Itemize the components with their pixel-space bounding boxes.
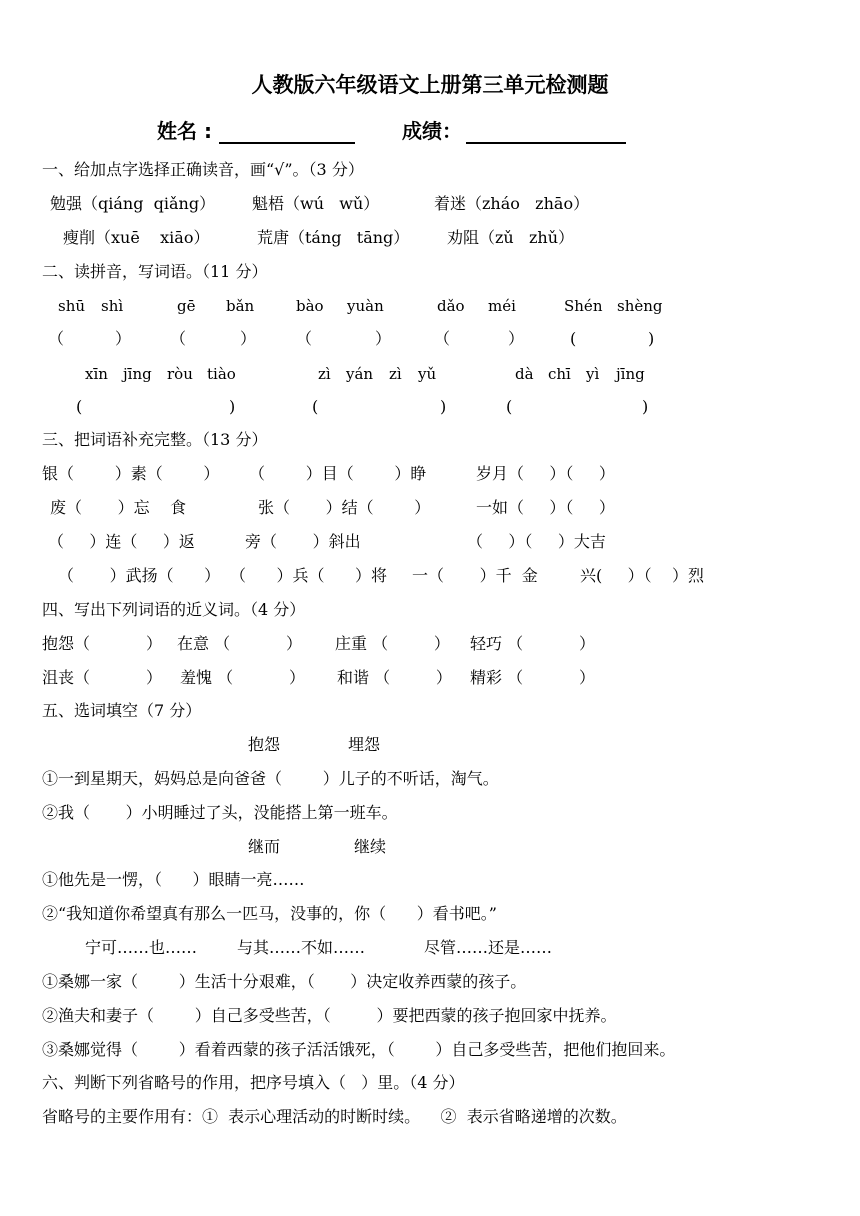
answer-paren-close: ） <box>240 329 257 348</box>
pinyin: Shén <box>564 297 603 315</box>
idiom-blank: （ ）连（ ）返 <box>48 532 195 551</box>
idiom-blank: 废（ ）忘 食 <box>50 498 186 517</box>
answer-paren-open: ( <box>506 397 513 416</box>
name-label: 姓名 : <box>157 119 212 143</box>
s1-item: 魁梧（wú wǔ） <box>252 194 380 213</box>
answer-paren-close: ) <box>229 397 236 416</box>
pinyin: chī <box>548 365 571 383</box>
synonym-item: 在意 （ ） <box>177 634 303 653</box>
answer-paren-close: ） <box>508 329 525 348</box>
pinyin: jīng <box>616 365 645 383</box>
pinyin: yán <box>346 365 374 383</box>
synonym-item: 庄重 （ ） <box>335 634 450 653</box>
fill-question: ①他先是一愣，（ ）眼睛一亮…… <box>42 870 305 889</box>
word-choice: 抱怨 <box>248 735 281 754</box>
section-1-heading: 一、给加点字选择正确读音，画“√”。（3 分） <box>42 160 364 179</box>
idiom-blank: （ ）兵（ ）将 <box>230 566 388 585</box>
pinyin: shèng <box>617 297 663 315</box>
s1-item: 劝阻（zǔ zhǔ） <box>447 228 575 247</box>
synonym-item: 精彩 （ ） <box>470 668 596 687</box>
pinyin: dà <box>515 365 534 383</box>
pinyin: shì <box>101 297 124 315</box>
synonym-item: 沮丧（ ） <box>42 668 162 687</box>
idiom-blank: 兴( ）（ ）烈 <box>580 566 705 585</box>
s1-item: 荒唐（táng tāng） <box>257 228 410 247</box>
word-choice: 继而 <box>248 837 281 856</box>
pinyin: dǎo <box>437 297 465 315</box>
page-title: 人教版六年级语文上册第三单元检测题 <box>251 73 609 97</box>
pinyin: bào <box>296 297 324 315</box>
answer-paren-close: ） <box>115 329 132 348</box>
answer-paren-open: （ <box>434 329 451 348</box>
score-blank[interactable] <box>466 142 626 144</box>
fill-question: ③桑娜觉得（ ）看着西蒙的孩子活活饿死，（ ）自己多受些苦，把他们抱回来。 <box>42 1040 676 1059</box>
idiom-blank: 一（ ）千 金 <box>412 566 538 585</box>
answer-paren-open: （ <box>296 329 313 348</box>
fill-question: ①一到星期天，妈妈总是向爸爸（ ）儿子的不听话，淘气。 <box>42 769 499 788</box>
synonym-item: 抱怨（ ） <box>42 634 162 653</box>
pinyin: yì <box>586 365 600 383</box>
answer-paren-open: ( <box>76 397 83 416</box>
section-2-heading: 二、读拼音，写词语。（11 分） <box>42 262 268 281</box>
pinyin: méi <box>488 297 516 315</box>
word-choice: 宁可……也…… <box>85 938 198 957</box>
pinyin: ròu <box>167 365 193 383</box>
s1-item: 瘦削（xuē xiāo） <box>63 228 210 247</box>
s1-item: 着迷（zháo zhāo） <box>434 194 590 213</box>
synonym-item: 和谐 （ ） <box>337 668 452 687</box>
name-blank[interactable] <box>219 142 355 144</box>
pinyin: shū <box>58 297 86 315</box>
pinyin: zì <box>318 365 331 383</box>
fill-question: ②渔夫和妻子（ ）自己多受些苦，（ ）要把西蒙的孩子抱回家中抚养。 <box>42 1006 617 1025</box>
word-choice: 与其……不如…… <box>237 938 366 957</box>
idiom-blank: （ ）武扬（ ） <box>58 566 221 585</box>
pinyin: tiào <box>207 365 236 383</box>
answer-paren-open: （ <box>48 329 65 348</box>
idiom-blank: 岁月（ ）（ ） <box>476 464 615 483</box>
answer-paren-open: （ <box>170 329 187 348</box>
pinyin: jīng <box>123 365 152 383</box>
pinyin: zì <box>389 365 402 383</box>
section-6-heading: 六、判断下列省略号的作用，把序号填入（ ）里。（4 分） <box>42 1073 465 1092</box>
idiom-blank: （ ）目（ ）睁 <box>249 464 427 483</box>
ellipsis-functions: 省略号的主要作用有：① 表示心理活动的时断时续。 ② 表示省略递增的次数。 <box>42 1107 627 1126</box>
word-choice: 尽管……还是…… <box>424 938 553 957</box>
synonym-item: 羞愧 （ ） <box>180 668 306 687</box>
pinyin: xīn <box>85 365 108 383</box>
idiom-blank: 一如（ ）（ ） <box>476 498 615 517</box>
answer-paren-close: ) <box>440 397 447 416</box>
fill-question: ②我（ ）小明睡过了头，没能搭上第一班车。 <box>42 803 398 822</box>
idiom-blank: 张（ ）结（ ） <box>258 498 431 517</box>
section-5-heading: 五、选词填空（7 分） <box>42 701 202 720</box>
answer-paren-close: ) <box>642 397 649 416</box>
word-choice: 埋怨 <box>348 735 381 754</box>
fill-question: ②“我知道你希望真有那么一匹马，没事的，你（ ）看书吧。” <box>42 904 497 923</box>
section-3-heading: 三、把词语补充完整。（13 分） <box>42 430 268 449</box>
answer-paren-close: ） <box>375 329 392 348</box>
pinyin: bǎn <box>226 297 255 315</box>
answer-paren-open: ( <box>312 397 319 416</box>
word-choice: 继续 <box>354 837 387 856</box>
answer-paren-open: ( <box>570 329 577 348</box>
pinyin: yuàn <box>347 297 384 315</box>
fill-question: ①桑娜一家（ ）生活十分艰难，（ ）决定收养西蒙的孩子。 <box>42 972 527 991</box>
idiom-blank: 旁（ ）斜出 <box>245 532 361 551</box>
s1-item: 勉强（qiáng qiǎng） <box>50 194 216 213</box>
synonym-item: 轻巧 （ ） <box>470 634 596 653</box>
pinyin: yǔ <box>418 365 437 383</box>
idiom-blank: 银（ ）素（ ） <box>42 464 220 483</box>
idiom-blank: （ ）（ ）大吉 <box>467 532 606 551</box>
section-4-heading: 四、写出下列词语的近义词。（4 分） <box>42 600 306 619</box>
score-label: 成绩： <box>402 119 462 143</box>
answer-paren-close: ) <box>648 329 655 348</box>
pinyin: gē <box>177 297 196 315</box>
